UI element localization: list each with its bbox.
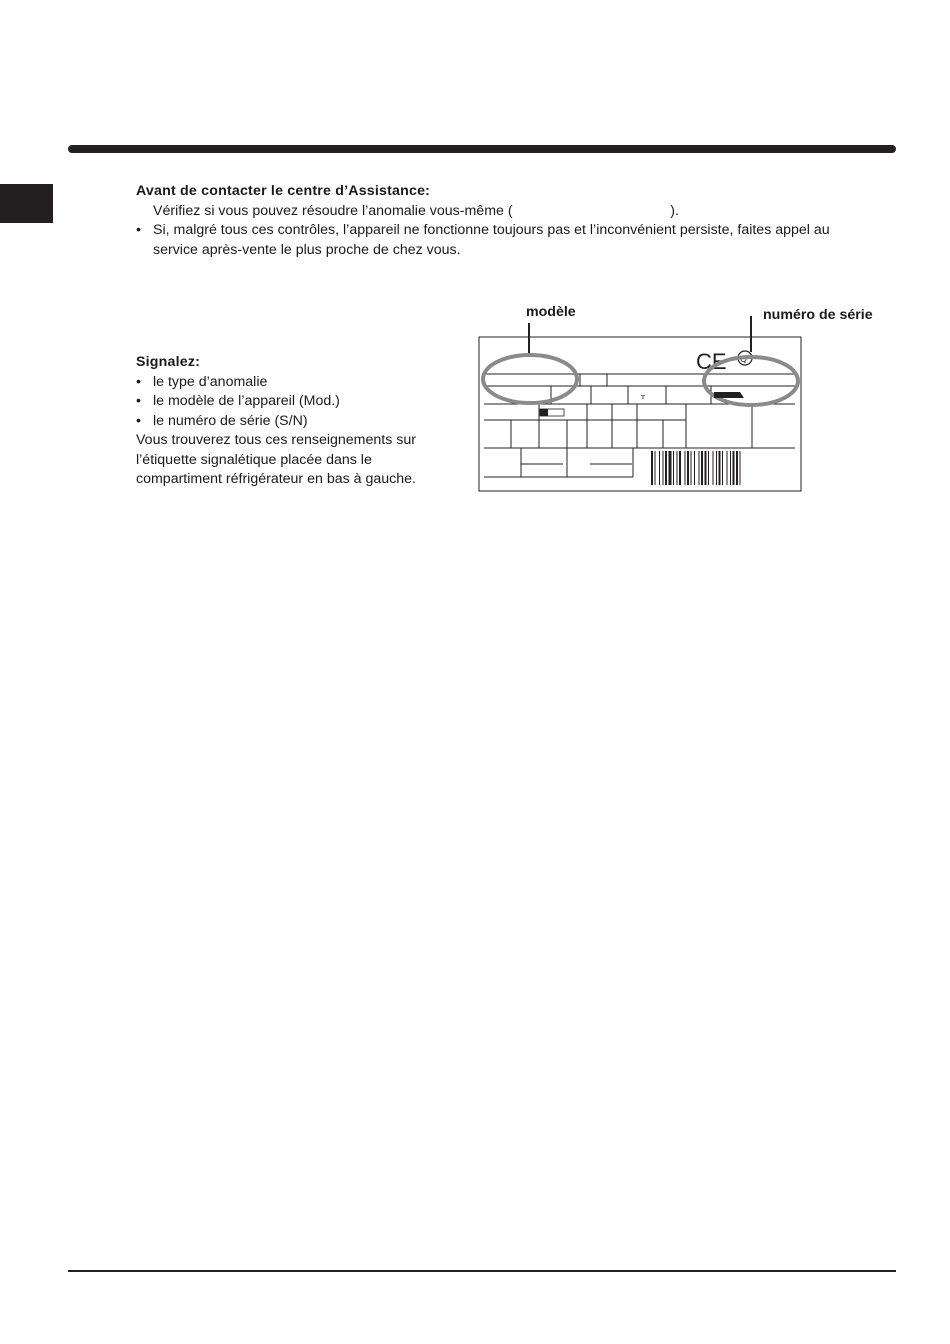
report-item bbox=[136, 373, 456, 393]
bullet-line-2: service après-vente le plus proche de chez vous. bbox=[153, 241, 461, 258]
bullet-dot: • bbox=[136, 373, 141, 390]
report-item-text: le type d’anomalie bbox=[153, 373, 268, 390]
bullet-dot: • bbox=[136, 412, 141, 429]
star-rating-icon bbox=[540, 409, 548, 416]
bullet-dot: • bbox=[136, 222, 141, 238]
report-item-text: le modèle de l’appareil (Mod.) bbox=[153, 393, 340, 409]
report-item-text: le numéro de série (S/N) bbox=[153, 412, 308, 429]
note-line: compartiment réfrigérateur en bas à gauche. bbox=[136, 471, 416, 487]
tap-symbol-icon: ᚁ bbox=[641, 391, 645, 400]
barcode bbox=[651, 451, 741, 485]
report-item bbox=[136, 392, 456, 412]
assistance-bullet bbox=[136, 221, 896, 241]
note-line: l’étiquette signalétique placée dans le bbox=[136, 451, 372, 468]
ce-mark-icon: CE bbox=[696, 349, 727, 374]
report-heading: Signalez: bbox=[136, 354, 201, 370]
certification-mark-icon: Q bbox=[740, 355, 748, 365]
report-section bbox=[136, 353, 456, 490]
plate-frame bbox=[479, 337, 801, 491]
model-highlight-ellipse bbox=[483, 355, 577, 403]
check-line: Vérifiez si vous pouvez résoudre l’anomalie vous-même ( ). bbox=[153, 202, 679, 219]
language-tab bbox=[0, 184, 53, 223]
rating-plate-illustration bbox=[470, 300, 890, 500]
note-line: Vous trouverez tous ces renseignements sur bbox=[136, 432, 416, 448]
assistance-heading: Avant de contacter le centre d’Assistance: bbox=[136, 183, 431, 199]
serial-number-label: numéro de série bbox=[763, 307, 873, 323]
bullet-line-1: Si, malgré tous ces contrôles, l’appareil ne fonctionne toujours pas et l’inconvénient persiste, faites appel au bbox=[153, 222, 830, 238]
model-label: modèle bbox=[526, 304, 576, 320]
top-rule bbox=[68, 145, 896, 153]
serial-field-marker bbox=[714, 392, 744, 398]
assistance-section bbox=[136, 182, 896, 260]
bullet-dot: • bbox=[136, 393, 141, 409]
bottom-rule bbox=[68, 1270, 896, 1272]
report-item bbox=[136, 412, 456, 432]
